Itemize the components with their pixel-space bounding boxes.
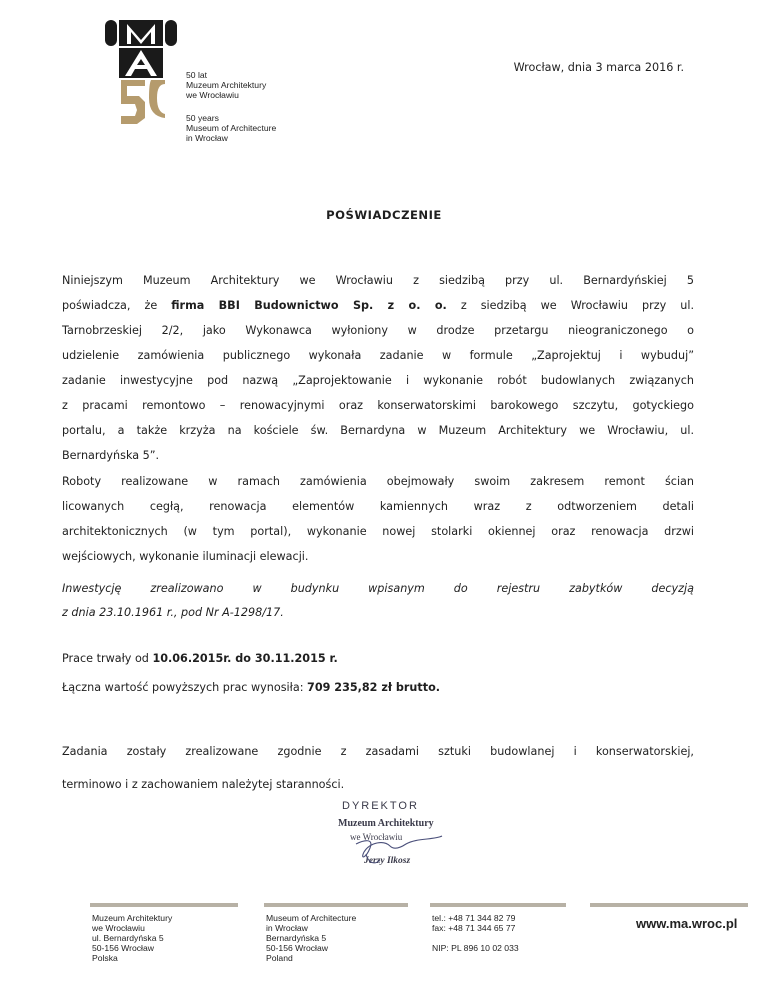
paragraph-scope	[62, 469, 694, 569]
footer-tel: tel.: +48 71 344 82 79	[432, 913, 516, 923]
footer-en-line-3: Bernardyńska 5	[266, 933, 327, 943]
logo-pl-line-2: Muzeum Architektury	[186, 80, 267, 90]
logo-en-line-1: 50 years	[186, 113, 219, 123]
p1-line-2	[62, 293, 694, 318]
p2-line-4: wejściowych, wykonanie iluminacji elewacji.	[62, 550, 309, 563]
p2-line-1: Roboty realizowane w ramach zamówienia obejmowały swoim zakresem remont ścian	[62, 475, 694, 488]
p6-line-2: terminowo i z zachowaniem należytej staranności.	[62, 778, 345, 791]
stamp-institution: Muzeum Architektury	[338, 818, 434, 829]
p1-line-1: Niniejszym Muzeum Architektury we Wrocławiu z siedzibą przy ul. Bernardyńskiej 5	[62, 274, 694, 287]
paragraph-dates	[62, 652, 694, 665]
value-amount: 709 235,82 zł brutto.	[307, 681, 441, 694]
footer-fax: fax: +48 71 344 65 77	[432, 923, 516, 933]
p1-line-8: Bernardyńska 5”.	[62, 449, 160, 462]
logo-caption-pl	[186, 70, 266, 100]
museum-logo	[105, 14, 181, 126]
logo-pl-line-3: we Wrocławiu	[186, 90, 239, 100]
footer-website-link[interactable]: www.ma.wroc.pl	[636, 916, 738, 931]
footer-nip: NIP: PL 896 10 02 033	[432, 943, 519, 953]
footer-address-pl	[92, 913, 172, 963]
p1-line-4: udzielenie zamówienia publicznego wykonała zadanie w formule „Zaprojektuj i wybuduj”	[62, 349, 694, 362]
footer-en-line-4: 50-156 Wrocław	[266, 943, 328, 953]
footer-bar-4	[590, 903, 748, 907]
stamp-title: DYREKTOR	[342, 800, 419, 812]
footer-pl-line-1: Muzeum Architektury	[92, 913, 173, 923]
p1-line-2-a: poświadcza, że	[62, 299, 172, 312]
footer-pl-line-2: we Wrocławiu	[92, 923, 145, 933]
document-date: Wrocław, dnia 3 marca 2016 r.	[513, 61, 684, 74]
dates-range: 10.06.2015r. do 30.11.2015 r.	[152, 652, 338, 665]
logo-en-line-2: Museum of Architecture	[186, 123, 277, 133]
p1-line-6: z pracami remontowo – renowacyjnymi oraz konserwatorskimi barokowego szczytu, gotyckiego	[62, 399, 694, 412]
footer-en-line-2: in Wrocław	[266, 923, 308, 933]
company-name: firma BBI Budownictwo Sp. z o. o.	[171, 299, 447, 312]
footer-en-line-1: Museum of Architecture	[266, 913, 357, 923]
p2-line-2: licowanych cegłą, renowacja elementów kamiennych wraz z odtworzeniem detali	[62, 500, 694, 513]
paragraph-certification	[62, 268, 694, 468]
footer-address-en	[266, 913, 356, 963]
paragraph-value	[62, 681, 694, 694]
p3-line-1: Inwestycję zrealizowano w budynku wpisanym do rejestru zabytków decyzją	[62, 582, 694, 595]
footer-en-line-5: Poland	[266, 953, 293, 963]
footer-bar-2	[264, 903, 408, 907]
footer-pl-line-5: Polska	[92, 953, 118, 963]
footer-bar-1	[90, 903, 238, 907]
handwritten-signature	[330, 800, 480, 880]
footer-bar-3	[430, 903, 566, 907]
p3-line-2: z dnia 23.10.1961 r., pod Nr A-1298/17.	[62, 606, 284, 619]
p1-line-5: zadanie inwestycyjne pod nazwą „Zaprojektowanie i wykonanie robót budowlanych związanych	[62, 374, 694, 387]
paragraph-heritage	[62, 577, 694, 625]
footer-pl-line-4: 50-156 Wrocław	[92, 943, 154, 953]
logo-en-line-3: in Wrocław	[186, 133, 228, 143]
p1-line-7: portalu, a także krzyża na kościele św. Bernardyna w Muzeum Architektury we Wrocławiu, ul.	[62, 424, 694, 437]
paragraph-conclusion	[62, 735, 694, 801]
p6-line-1: Zadania zostały zrealizowane zgodnie z zasadami sztuki budowlanej i konserwatorskiej,	[62, 745, 694, 758]
stamp-name: Jerzy Ilkosz	[364, 856, 411, 866]
value-label: Łączna wartość powyższych prac wynosiła:	[62, 681, 308, 694]
document-title: POŚWIADCZENIE	[326, 208, 442, 222]
logo-caption-en	[186, 113, 276, 143]
dates-label: Prace trwały od	[62, 652, 153, 665]
p1-line-2-c: z siedzibą we Wrocławiu przy ul.	[446, 299, 695, 312]
p1-line-3: Tarnobrzeskiej 2/2, jako Wykonawca wyłoniony w drodze przetargu nieograniczonego o	[62, 324, 694, 337]
logo-pl-line-1: 50 lat	[186, 70, 208, 80]
footer-pl-line-3: ul. Bernardyńska 5	[92, 933, 164, 943]
p2-line-3: architektonicznych (w tym portal), wykonanie nowej stolarki okiennej oraz renowacja drzwi	[62, 525, 694, 538]
signature-stamp	[330, 800, 480, 880]
footer-contact	[432, 913, 519, 953]
stamp-city: we Wrocławiu	[350, 832, 403, 842]
